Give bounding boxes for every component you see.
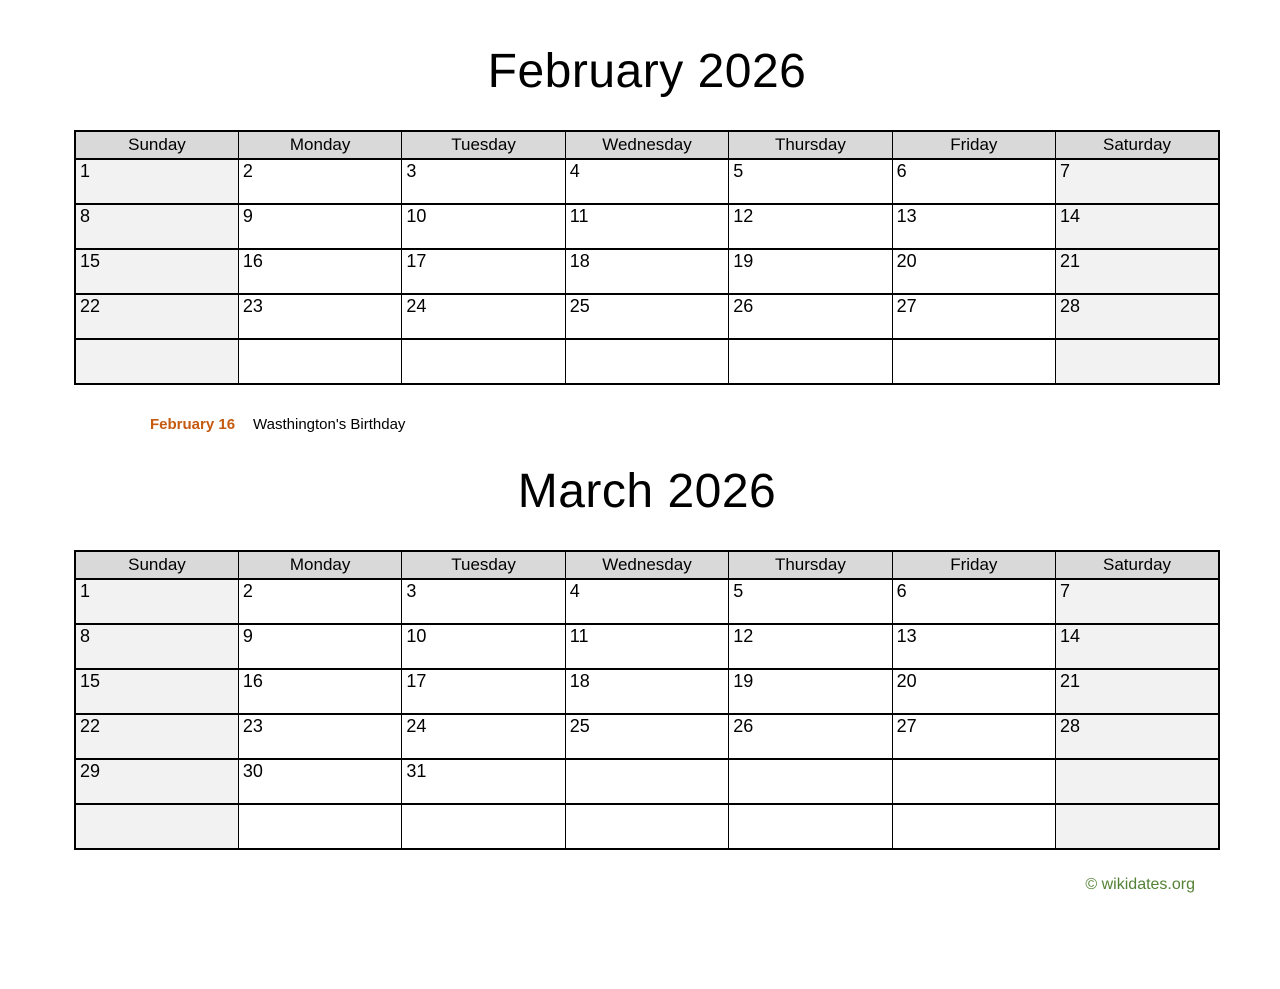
calendar-week-row <box>75 159 1219 204</box>
calendar-day-cell: 17 <box>402 249 565 294</box>
calendar-day-cell: 2 <box>238 579 401 624</box>
calendar-week-row <box>75 339 1219 384</box>
calendar-empty-cell <box>729 804 892 849</box>
calendar-week-row <box>75 669 1219 714</box>
calendar-day-cell: 15 <box>75 249 238 294</box>
calendar-empty-cell <box>1056 339 1219 384</box>
calendar-day-cell: 18 <box>565 669 728 714</box>
calendar-day-cell: 7 <box>1056 159 1219 204</box>
calendar-day-cell: 23 <box>238 714 401 759</box>
weekday-header-sunday: Sunday <box>75 131 238 159</box>
calendar-day-cell: 6 <box>892 159 1055 204</box>
calendar-day-cell: 2 <box>238 159 401 204</box>
weekday-header-cells <box>75 551 1219 579</box>
holiday-note <box>74 385 1220 433</box>
weekday-header-cells <box>75 131 1219 159</box>
calendar-day-cell: 19 <box>729 669 892 714</box>
calendar-empty-cell <box>238 339 401 384</box>
calendar-empty-cell <box>238 804 401 849</box>
calendar-day-cell: 22 <box>75 294 238 339</box>
calendar-day-cell: 19 <box>729 249 892 294</box>
calendar-empty-cell <box>892 339 1055 384</box>
calendar-week-row <box>75 714 1219 759</box>
calendar-day-cell: 4 <box>565 159 728 204</box>
weekday-header-wednesday: Wednesday <box>565 551 728 579</box>
february-weeks <box>75 159 1219 384</box>
calendar-day-cell: 3 <box>402 579 565 624</box>
calendar-day-cell: 30 <box>238 759 401 804</box>
calendar-empty-cell <box>892 759 1055 804</box>
weekday-header-thursday: Thursday <box>729 551 892 579</box>
weekday-header-saturday: Saturday <box>1056 551 1219 579</box>
calendar-empty-cell <box>565 804 728 849</box>
calendar-empty-cell <box>75 339 238 384</box>
page-footer <box>74 850 1220 894</box>
calendar-day-cell: 5 <box>729 579 892 624</box>
calendar-empty-cell <box>1056 804 1219 849</box>
calendar-day-cell: 27 <box>892 714 1055 759</box>
calendar-day-cell: 12 <box>729 204 892 249</box>
calendar-day-cell: 31 <box>402 759 565 804</box>
calendar-content <box>74 0 1220 894</box>
calendar-day-cell: 16 <box>238 249 401 294</box>
calendar-day-cell: 10 <box>402 204 565 249</box>
calendar-week-row <box>75 294 1219 339</box>
weekday-header-tuesday: Tuesday <box>402 551 565 579</box>
calendar-day-cell: 20 <box>892 249 1055 294</box>
calendar-day-cell: 8 <box>75 204 238 249</box>
calendar-empty-cell <box>892 804 1055 849</box>
wikidates-site-link[interactable]: © wikidates.org <box>1085 875 1195 893</box>
calendar-day-cell: 21 <box>1056 669 1219 714</box>
calendar-day-cell: 9 <box>238 624 401 669</box>
calendar-day-cell: 15 <box>75 669 238 714</box>
weekday-header-monday: Monday <box>238 551 401 579</box>
weekday-header-friday: Friday <box>892 131 1055 159</box>
month-title-march: March 2026 <box>517 464 777 518</box>
calendar-day-cell: 23 <box>238 294 401 339</box>
calendar-day-cell: 25 <box>565 714 728 759</box>
calendar-day-cell: 11 <box>565 624 728 669</box>
calendar-day-cell: 6 <box>892 579 1055 624</box>
calendar-day-cell: 12 <box>729 624 892 669</box>
calendar-day-cell: 20 <box>892 669 1055 714</box>
calendar-empty-cell <box>402 804 565 849</box>
month-title-february: February 2026 <box>487 45 807 98</box>
calendar-day-cell: 21 <box>1056 249 1219 294</box>
calendar-day-cell: 22 <box>75 714 238 759</box>
calendar-empty-cell <box>729 759 892 804</box>
calendar-day-cell: 13 <box>892 624 1055 669</box>
calendar-day-cell: 28 <box>1056 294 1219 339</box>
calendar-week-row <box>75 759 1219 804</box>
calendar-day-cell: 5 <box>729 159 892 204</box>
calendar-day-cell: 24 <box>402 714 565 759</box>
weekday-header-wednesday: Wednesday <box>565 131 728 159</box>
calendar-day-cell: 26 <box>729 714 892 759</box>
calendar-day-cell: 27 <box>892 294 1055 339</box>
calendar-empty-cell <box>75 804 238 849</box>
calendar-empty-cell <box>729 339 892 384</box>
calendar-week-row <box>75 579 1219 624</box>
weekday-header-row <box>75 131 1219 159</box>
calendar-day-cell: 25 <box>565 294 728 339</box>
holiday-note-date: February 16 <box>150 415 236 433</box>
calendar-day-cell: 10 <box>402 624 565 669</box>
calendar-day-cell: 4 <box>565 579 728 624</box>
calendar-week-row <box>75 204 1219 249</box>
calendar-day-cell: 7 <box>1056 579 1219 624</box>
calendar-day-cell: 28 <box>1056 714 1219 759</box>
calendar-day-cell: 24 <box>402 294 565 339</box>
calendar-day-cell: 14 <box>1056 204 1219 249</box>
weekday-header-row <box>75 551 1219 579</box>
calendar-day-cell: 1 <box>75 579 238 624</box>
calendar-week-row <box>75 624 1219 669</box>
calendar-day-cell: 8 <box>75 624 238 669</box>
calendar-day-cell: 16 <box>238 669 401 714</box>
calendar-day-cell: 26 <box>729 294 892 339</box>
weekday-header-friday: Friday <box>892 551 1055 579</box>
holiday-note-label: Wasthington's Birthday <box>253 415 406 433</box>
calendar-empty-cell <box>565 339 728 384</box>
calendar-empty-cell <box>402 339 565 384</box>
month-section-february <box>74 0 1220 433</box>
calendar-day-cell: 9 <box>238 204 401 249</box>
calendar-day-cell: 29 <box>75 759 238 804</box>
calendar-day-cell: 1 <box>75 159 238 204</box>
weekday-header-thursday: Thursday <box>729 131 892 159</box>
calendar-empty-cell <box>1056 759 1219 804</box>
calendar-day-cell: 3 <box>402 159 565 204</box>
calendar-day-cell: 17 <box>402 669 565 714</box>
weekday-header-sunday: Sunday <box>75 551 238 579</box>
weekday-header-saturday: Saturday <box>1056 131 1219 159</box>
calendar-day-cell: 11 <box>565 204 728 249</box>
calendar-day-cell: 18 <box>565 249 728 294</box>
calendar-day-cell: 13 <box>892 204 1055 249</box>
march-weeks <box>75 579 1219 849</box>
month-section-march <box>74 433 1220 850</box>
calendar-empty-cell <box>565 759 728 804</box>
calendar-week-row <box>75 249 1219 294</box>
calendar-day-cell: 14 <box>1056 624 1219 669</box>
calendar-week-row <box>75 804 1219 849</box>
february-calendar-table <box>74 130 1220 385</box>
weekday-header-tuesday: Tuesday <box>402 131 565 159</box>
weekday-header-monday: Monday <box>238 131 401 159</box>
march-calendar-table <box>74 550 1220 850</box>
